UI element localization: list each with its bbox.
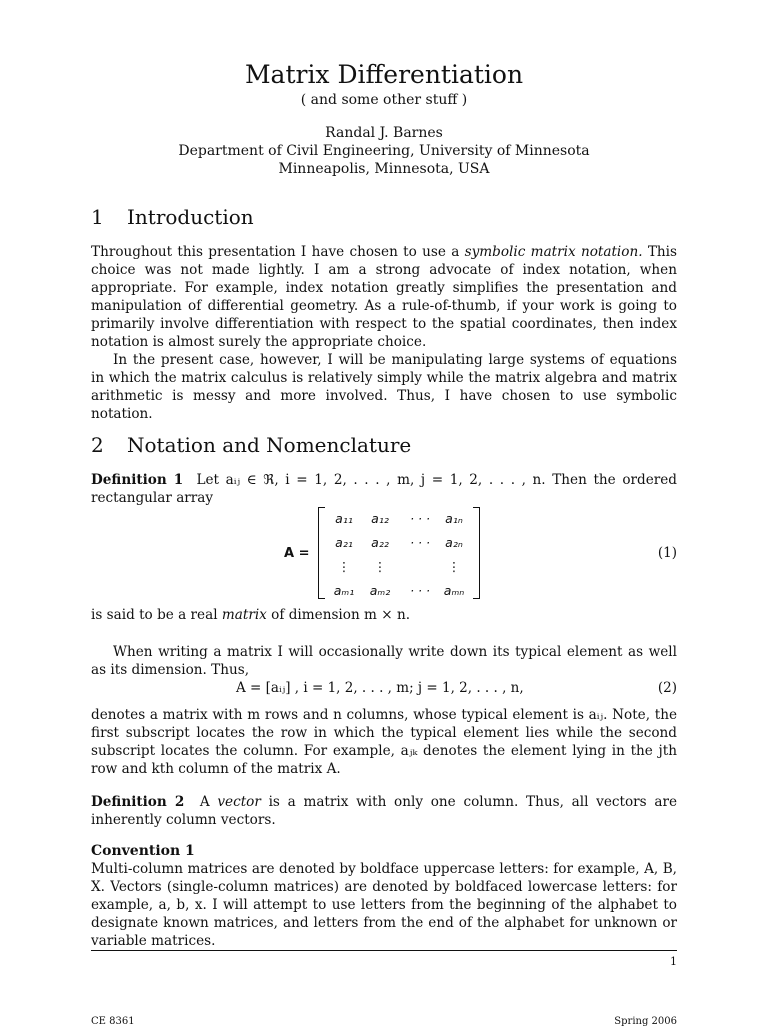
equation-2: A = [aᵢⱼ] , i = 1, 2, . . . , m; j = 1, 2, . . . , n, bbox=[236, 680, 524, 696]
intro-paragraph-2: In the present case, however, I will be manipulating large systems of equations in which the matrix calculus is relatively simply while the matrix algebra and matrix arithmetic is messy and more involved. Thus, I have chosen to use symbolic notation. bbox=[91, 352, 677, 422]
author-name: Randal J. Barnes bbox=[325, 125, 443, 141]
matrix-lhs: A = bbox=[284, 546, 310, 561]
section-heading-introduction bbox=[91, 205, 254, 229]
paper-subtitle: ( and some other stuff ) bbox=[300, 92, 468, 108]
matrix-cell: a₂₂ bbox=[371, 535, 389, 550]
matrix-cell: ⋮ bbox=[373, 559, 387, 574]
matrix-cell: a₂₁ bbox=[335, 535, 353, 550]
definition-1-conclusion bbox=[91, 606, 677, 624]
text-run: Throughout this presentation I have chosen to use a bbox=[91, 244, 465, 260]
section-title: Notation and Nomenclature bbox=[127, 433, 412, 457]
paragraph-subscripts: denotes a matrix with m rows and n columns, whose typical element is aᵢⱼ. Note, the first subscript locates the row in which the typical element lies while the second subscript locates the column. For example, aⱼₖ denotes the element lying in the jth row and kth column of the matrix A. bbox=[91, 707, 677, 777]
section-number: 1 bbox=[91, 205, 104, 229]
text-run: is said to be a real bbox=[91, 607, 222, 623]
section-number: 2 bbox=[91, 433, 104, 457]
matrix-array bbox=[318, 507, 480, 599]
definition-label: Definition 1 bbox=[91, 472, 184, 488]
definition-1 bbox=[91, 471, 677, 507]
text-run: A bbox=[199, 794, 218, 810]
footer-course: CE 8361 bbox=[91, 1016, 135, 1027]
matrix-cell: aₘ₁ bbox=[333, 583, 355, 598]
footnote-rule bbox=[91, 950, 677, 951]
text-run: of dimension m × n. bbox=[266, 607, 411, 623]
matrix-cell: a₁ₙ bbox=[445, 511, 463, 526]
definition-text: Let aᵢⱼ ∈ ℜ, i = 1, 2, . . . , m, j = 1, 2, . . . , n. Then the ordered rectangular array bbox=[91, 472, 678, 506]
definition-2 bbox=[91, 793, 677, 829]
matrix-cell: a₁₁ bbox=[335, 511, 353, 526]
paragraph-matrix-notation: When writing a matrix I will occasionally write down its typical element as well as its dimension. Thus, bbox=[91, 644, 677, 678]
matrix-cell: a₂ₙ bbox=[445, 535, 463, 550]
convention-1-text: Multi-column matrices are denoted by boldface uppercase letters: for example, A, B, X. Vectors (single-column matrices) are denoted by boldfaced lowercase letters: for example, a, b, x. I will attempt to use letters from the beginning of the alphabet to designate known matrices, and letters from the end of the alphabet for unknown or variable matrices. bbox=[91, 861, 677, 949]
matrix-cell: · · · bbox=[410, 535, 430, 550]
definition-label: Definition 2 bbox=[91, 794, 185, 810]
matrix-cell: ⋮ bbox=[337, 559, 351, 574]
intro-paragraph-1 bbox=[91, 243, 677, 423]
equation-number-2: (2) bbox=[657, 680, 677, 696]
matrix-cell: aₘₙ bbox=[443, 583, 465, 598]
matrix-cell: · · · bbox=[410, 583, 430, 598]
right-bracket bbox=[473, 507, 480, 599]
emphasis-text: matrix bbox=[221, 607, 267, 623]
emphasis-text: symbolic matrix notation. bbox=[464, 244, 643, 260]
matrix-cell: · · · bbox=[410, 511, 430, 526]
convention-label: Convention 1 bbox=[91, 843, 195, 859]
author-location: Minneapolis, Minnesota, USA bbox=[278, 161, 490, 177]
equation-number-1: (1) bbox=[657, 545, 677, 561]
matrix-cell: aₘ₂ bbox=[369, 583, 391, 598]
footer-term: Spring 2006 bbox=[614, 1016, 677, 1027]
text-run: is a matrix with only one column. Thus, all vectors are inherently column vectors. bbox=[91, 794, 677, 828]
section-title: Introduction bbox=[127, 205, 254, 229]
matrix-cell: a₁₂ bbox=[371, 511, 389, 526]
author-block bbox=[0, 124, 768, 178]
paper-title: Matrix Differentiation bbox=[244, 60, 524, 89]
emphasis-text: vector bbox=[217, 794, 261, 810]
author-department: Department of Civil Engineering, University of Minnesota bbox=[178, 143, 590, 159]
left-bracket bbox=[318, 507, 325, 599]
text-run: This choice was not made lightly. I am a strong advocate of index notation, when appropriate. For example, index notation greatly simplifies the presentation and manipulation of differential geometry. As a rule-of-thumb, if your work is going to primarily involve differentiation with respect to the spatial coordinates, then index notation is almost surely the appropriate choice. bbox=[91, 244, 678, 350]
page-number: 1 bbox=[670, 955, 677, 968]
matrix-cell: ⋮ bbox=[447, 559, 461, 574]
section-heading-notation bbox=[91, 433, 411, 457]
